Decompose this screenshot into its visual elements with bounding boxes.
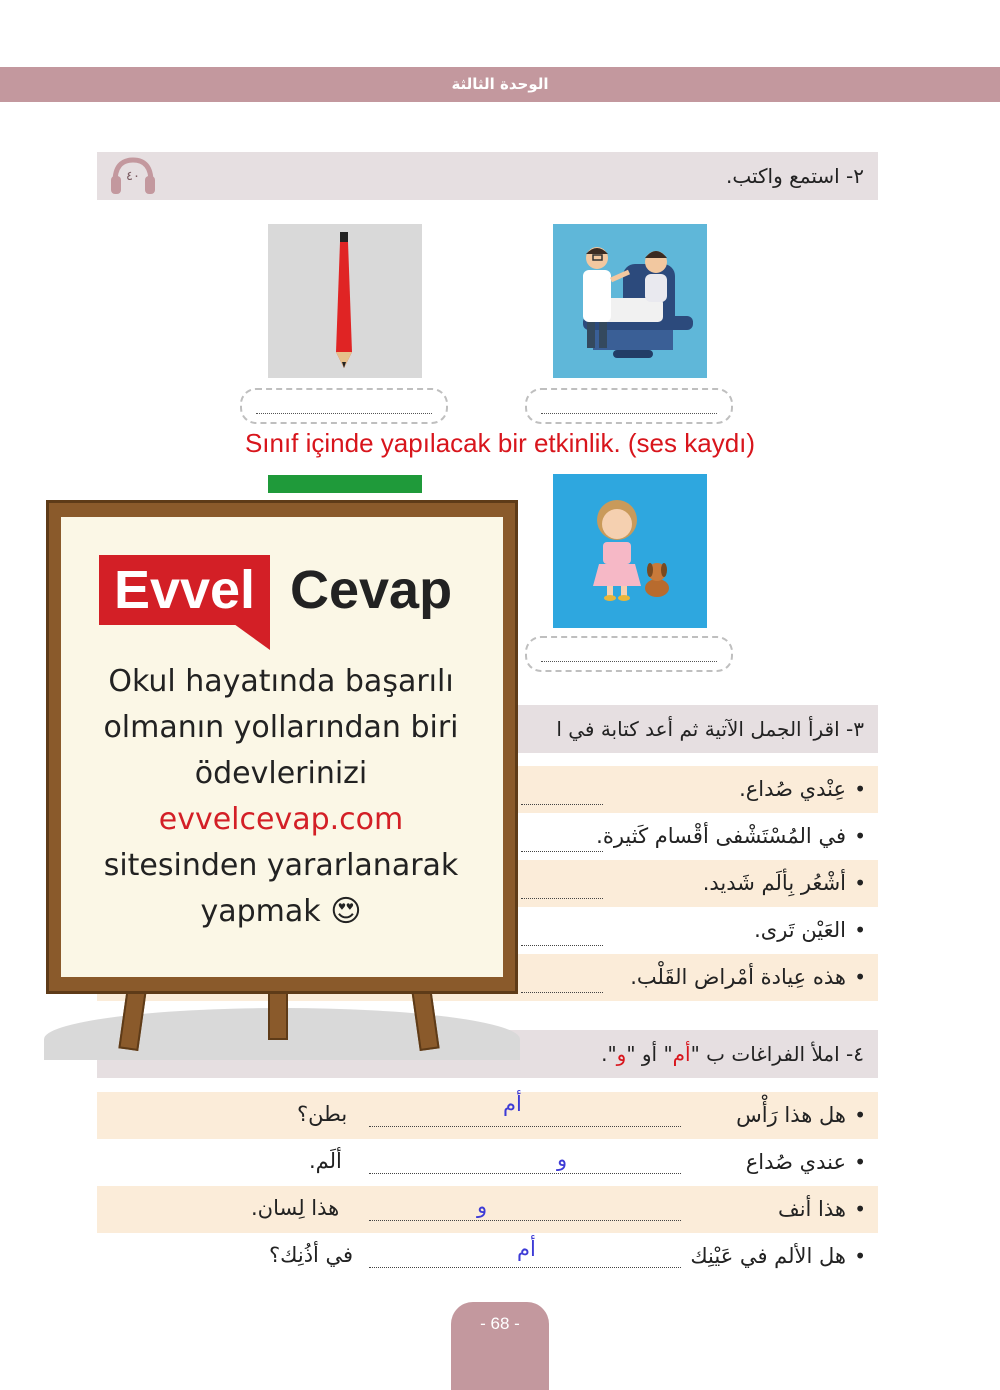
section-2-header — [97, 152, 878, 200]
writing-line[interactable] — [521, 898, 603, 899]
bullet-icon: • — [854, 918, 866, 942]
answer-box-2[interactable] — [240, 388, 448, 424]
answer-box-3[interactable] — [525, 636, 733, 672]
section-2-title: ٢- استمع واكتب. — [725, 164, 864, 188]
logo-evvel: Evvel — [99, 555, 270, 625]
evvelcevap-ad[interactable] — [44, 498, 520, 1060]
sentence-end: في أذُنِك؟ — [269, 1243, 354, 1267]
table-row — [97, 1186, 878, 1233]
blank-line[interactable] — [369, 1267, 681, 1268]
ad-line-5: yapmak 😍 — [200, 894, 362, 929]
bullet-icon: • — [854, 777, 866, 801]
filled-answer: و — [477, 1194, 488, 1218]
bullet-icon: • — [854, 965, 866, 989]
answer-box-1[interactable] — [525, 388, 733, 424]
sentence-end: هذا لِسان. — [251, 1196, 340, 1220]
ad-line-2: olmanın yollarından biri — [103, 710, 459, 745]
filled-answer: و — [557, 1147, 568, 1171]
sentence-start: هذا أنف — [777, 1197, 846, 1221]
table-row — [97, 1092, 878, 1139]
logo-speech-tail — [234, 624, 270, 650]
bullet-icon: • — [854, 1103, 866, 1127]
headphones-icon[interactable] — [109, 156, 157, 196]
red-pencil-picture — [268, 224, 422, 378]
ad-line-3: ödevlerinizi — [194, 756, 368, 791]
logo-cevap: Cevap — [290, 560, 453, 620]
ad-line-1: Okul hayatında başarılı — [108, 664, 454, 699]
table-row — [97, 1139, 878, 1186]
blank-line[interactable] — [369, 1126, 681, 1127]
page-number: - 68 - — [451, 1302, 549, 1390]
sentence-start: عندي صُداع — [745, 1150, 846, 1174]
doctor-patient-picture — [553, 224, 707, 378]
green-picture-edge — [268, 475, 422, 493]
ad-site-link[interactable]: evvelcevap.com — [158, 802, 404, 837]
bullet-icon: • — [854, 1197, 866, 1221]
class-activity-note: Sınıf içinde yapılacak bir etkinlik. (ses kaydı) — [244, 428, 756, 458]
section-3-title: ٣- اقرأ الجمل الآتية ثم أعد كتابة في ا — [556, 717, 864, 741]
sentence: عِنْدي صُداع. — [739, 777, 846, 801]
sentence-start: هل الألم في عَيْنِك — [690, 1244, 846, 1268]
ad-line-4: sitesinden yararlanarak — [103, 848, 459, 883]
sentence-end: بطن؟ — [297, 1102, 348, 1126]
blank-line[interactable] — [369, 1220, 681, 1221]
bullet-icon: • — [854, 1150, 866, 1174]
bullet-icon: • — [854, 824, 866, 848]
audio-track-number: ٤٠ — [126, 169, 140, 184]
filled-answer: أم — [503, 1092, 522, 1116]
sentence-start: هل هذا رَأْس — [736, 1103, 846, 1127]
writing-line[interactable] — [521, 804, 603, 805]
section-4-title: ٤- املأ الفراغات ب "أم" أو "و". — [601, 1042, 864, 1066]
sentence: هذه عِيادة أمْراض القَلْب. — [630, 965, 846, 989]
unit-title-bar — [0, 67, 1000, 102]
sentence: العَيْن تَرى. — [754, 918, 846, 942]
filled-answer: أم — [517, 1237, 536, 1261]
writing-line[interactable] — [521, 851, 603, 852]
bullet-icon: • — [854, 1244, 866, 1268]
writing-line[interactable] — [521, 992, 603, 993]
sentence: في المُسْتَشْفى أقْسام كَثيرة. — [596, 824, 846, 848]
blank-line[interactable] — [369, 1173, 681, 1174]
writing-line[interactable] — [521, 945, 603, 946]
sentence-end: ألَم. — [309, 1149, 342, 1173]
sentence: أشْعُر بِألَم شَديد. — [702, 871, 846, 895]
bullet-icon: • — [854, 871, 866, 895]
unit-title: الوحدة الثالثة — [451, 75, 549, 93]
table-row — [97, 1233, 878, 1280]
girl-with-dog-picture — [553, 474, 707, 628]
